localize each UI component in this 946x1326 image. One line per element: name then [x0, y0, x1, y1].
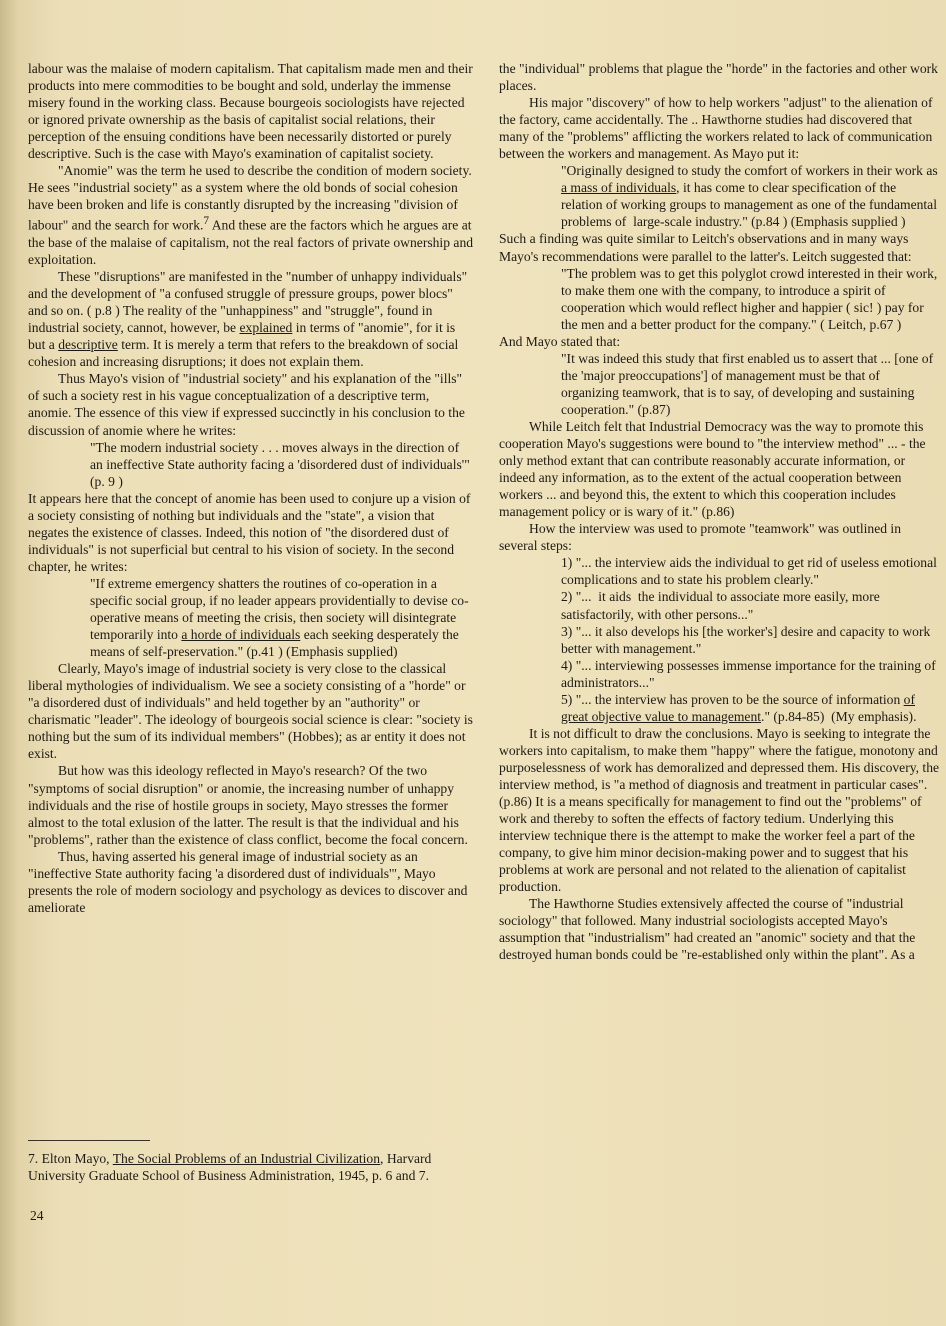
right-paragraph-4: Such a finding was quite similar to Leitch's observations and in many ways Mayo's recommendations were parallel to the latter's. Leitch suggested that:	[499, 231, 912, 264]
right-paragraph-8: While Leitch felt that Industrial Democracy was the way to promote this cooperation Mayo's suggestions were bound to "the interview method" ... - the only method extant that can contribute reasonably accurate information, or indeed any information, as to the extent of the actual cooperation between workers ... and beyond this, the extent to which this cooperation includes management policy or is wary of it." (p.86)	[499, 418, 926, 520]
footnote-rule	[28, 1140, 150, 1141]
left-paragraph-2: "Anomie" was the term he used to describe the condition of modern society. He sees "industrial society" as a system where the old bonds of social cohesion have been broken and life is constantly disrupted by the increasing "division of labour" and the search for work.$^7$ And these are the factors which he argues are at the base of the malaise of capitalism, not the real factors of private ownership and exploitation.	[28, 163, 474, 268]
right-paragraph-16: The Hawthorne Studies extensively affected the course of "industrial sociology" that followed. Many industrial sociologists accepted Mayo's assumption that "industrialism" had created an "anomic" society and that the destroyed human bonds could be "re-established only within the plant". As a	[499, 896, 916, 963]
left-paragraph-3: These "disruptions" are manifested in the "number of unhappy individuals" and the development of "a confused struggle of pressure groups, power blocs" and so on. ( p.8 ) The reality of the "unhappiness" and "struggle", found in industrial society, cannot, however, be explained in terms of "anomie", for it is but a descriptive term. It is merely a term that refers to the breakdown of social cohesion and increasing disruptions; it does not explain them.	[28, 269, 468, 370]
right-paragraph-7: "It was indeed this study that first enabled us to assert that ... [one of the 'major preoccupations'] of management must be that of organizing teamwork, that is to say, of developing and sustaining cooperation." (p.87)	[561, 350, 934, 417]
left-paragraph-5: "The modern industrial society . . . moves always in the direction of an ineffective State authority facing a 'disordered dust of individuals'" (p. 9 )	[90, 439, 470, 489]
page-number: 24	[30, 1208, 44, 1223]
left-paragraph-8: Clearly, Mayo's image of industrial society is very close to the classical liberal mythologies of individualism. We see a society consisting of a "horde" or "a disordered dust of individuals" and held together by an "authority" or charismatic "leader". The ideology of bourgeois social science is clear: "society is nothing but the sum of its individual members" (Hobbes); as ar entity it does not exist.	[28, 661, 473, 762]
right-paragraph-2: His major "discovery" of how to help workers "adjust" to the alienation of the factory, came accidentally. The .. Hawthorne studies had discovered that many of the "problems" afflicting the workers related to lack of communication between the workers and management. As Mayo put it:	[499, 95, 933, 162]
right-paragraph-12: 3) "... it also develops his [the worker's] desire and capacity to work better with management."	[561, 623, 931, 656]
right-paragraph-6: And Mayo stated that:	[499, 333, 621, 349]
right-paragraph-1: the "individual" problems that plague the "horde" in the factories and other work places.	[499, 61, 938, 94]
right-column	[499, 60, 941, 963]
right-paragraph-14: 5) "... the interview has proven to be the source of information of great objective value to management." (p.84-85) (My emphasis).	[561, 691, 917, 724]
right-paragraph-3: "Originally designed to study the comfort of workers in their work as a mass of individuals, it has come to clear specification of the relation of working groups to management as one of the fundamental problems of large-scale industry." (p.84 ) (Emphasis supplied )	[561, 163, 938, 230]
right-paragraph-11: 2) "... it aids the individual to associate more easily, more satisfactorily, with other persons..."	[561, 589, 880, 622]
left-paragraph-10: Thus, having asserted his general image of industrial society as an "ineffective State authority facing 'a disordered dust of individuals'", Mayo presents the role of modern sociology and psychology as devices to discover and ameliorate	[28, 848, 468, 915]
left-column	[28, 60, 474, 916]
right-paragraph-13: 4) "... interviewing possesses immense importance for the training of administrators..."	[561, 657, 936, 690]
left-paragraph-9: But how was this ideology reflected in Mayo's research? Of the two "symptoms of social disruption" or anomie, the increasing number of unhappy individuals and the rise of hostile groups in society, Mayo stresses the former almost to the total exlusion of the latter. The result is that the individual and his "problems", rather than the existence of class conflict, become the focal concern.	[28, 763, 468, 847]
footnote: 7. Elton Mayo, The Social Problems of an Industrial Civilization, Harvard University Graduate School of Business Administration, 1945, p. 6 and 7.	[28, 1151, 432, 1184]
left-paragraph-7: "If extreme emergency shatters the routines of co-operation in a specific social group, if no leader appears providentially to devise co-operative means of meeting the crisis, then society will disintegrate temporarily into a horde of individuals each seeking desperately the means of self-preservation." (p.41 ) (Emphasis supplied)	[90, 575, 469, 660]
left-paragraph-1: labour was the malaise of modern capitalism. That capitalism made men and their products into mere commodities to be bought and sold, underlay the immense misery found in the working class. Because bourgeois sociologists have rejected or ignored private ownership as the basis of capitalist social relations, their perception of the ensuing conditions have been necessarily distorted or purely descriptive. Such is the case with Mayo's examination of capitalist society.	[28, 61, 473, 162]
right-paragraph-15: It is not difficult to draw the conclusions. Mayo is seeking to integrate the workers into capitalism, to make them "happy" where the fatigue, monotony and purposelessness of work has demoralized and depressed them. His discovery, the interview method, is "a method of diagnosis and treatment in particular cases". (p.86) It is a means specifically for management to find out the "problems" of work and thereby to soften the effects of factory tedium. Underlying this interview technique there is the attempt to make the worker feel a part of the company, to give him minor decision-making power and to suggest that his problems at work are personal and not related to the alienation of capitalist production.	[499, 725, 940, 895]
left-paragraph-4: Thus Mayo's vision of "industrial society" and his explanation of the "ills" of such a society rest in his vague conceptualization of a descriptive term, anomie. The essence of this view if expressed succinctly in his conclusion to the discussion of anomie where he writes:	[28, 371, 465, 438]
right-paragraph-9: How the interview was used to promote "teamwork" was outlined in several steps:	[499, 521, 902, 554]
right-paragraph-10: 1) "... the interview aids the individual to get rid of useless emotional complications and to state his problem clearly."	[561, 555, 937, 588]
left-paragraph-6: It appears here that the concept of anomie has been used to conjure up a vision of a society consisting of nothing but individuals and the "state", a vision that negates the existence of classes. Indeed, this notion of "the disordered dust of individuals" is not superficial but central to his vision of society. In the second chapter, he writes:	[28, 490, 471, 574]
right-paragraph-5: "The problem was to get this polyglot crowd interested in their work, to make them one with the company, to introduce a spirit of cooperation which would reflect higher and happier ( sic! ) pay for the men and a better product for the company." ( Leitch, p.67 )	[561, 265, 938, 332]
